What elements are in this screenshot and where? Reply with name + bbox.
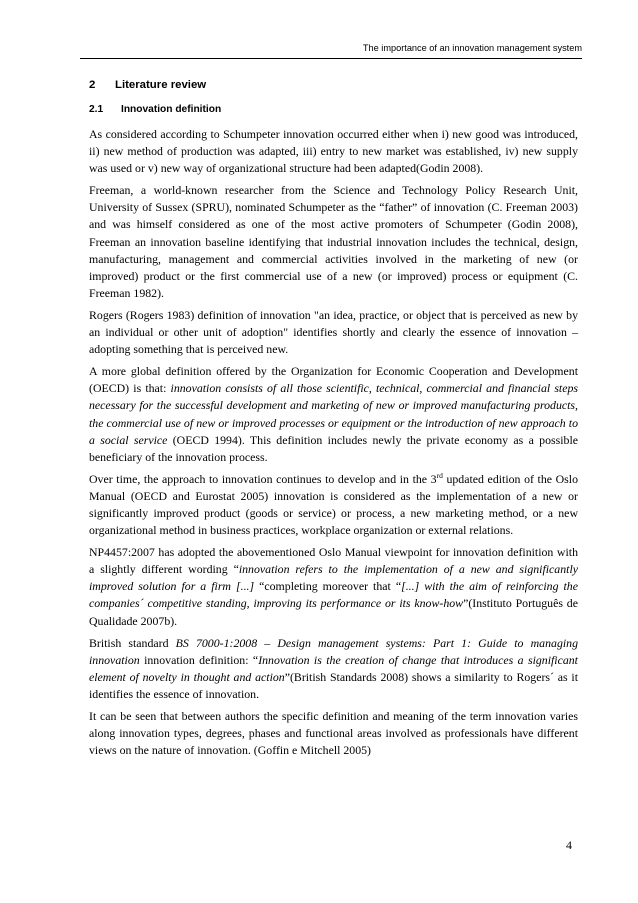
paragraph-7-text-mid: innovation definition: “	[139, 652, 259, 667]
paragraph-7-text: British standard	[89, 635, 176, 650]
section-number: 2	[89, 79, 96, 91]
section-title: Literature review	[115, 79, 207, 91]
paragraph-6-text-mid: “completing moreover that “	[254, 579, 402, 594]
subsection-title: Innovation definition	[121, 104, 222, 115]
paragraph-8: It can be seen that between authors the specific definition and meaning of the term innovation varies along innovation types, degrees, phases and functional areas involved as professionals have different views on the nature of innovation. (Goffin e Mitchell 2005)	[89, 709, 578, 758]
paragraph-7-text-end: ”(British Standards 2008) shows a similarity to Rogers´ as it identifies the essence of innovation.	[89, 669, 578, 701]
paragraph-5-text-end: updated edition of the Oslo Manual (OECD and Eurostat 2005) innovation is considered as the implementation of a new or significantly improved product (goods or service) or process, a new marketing method, or a new organizational method in business practices, workplace organization or external relations.	[89, 471, 579, 538]
paragraph-2: Freeman, a world-known researcher from the Science and Technology Policy Research Unit, University of Sussex (SPRU), nominated Schumpeter as the “father” of innovation (C. Freeman 2003) and was himself considered as one of the most active promoters of Schumpeter (Godin 2008), Freeman an innovation baseline identifying that industrial innovation includes the technical, design, manufacturing, management and commercial activities involved in the marketing of new (or improved) product or the first commercial use of a new (or improved) process or equipment (C. Freeman 1982).	[89, 183, 578, 300]
running-header: The importance of an innovation management system	[362, 43, 582, 53]
paragraph-3: Rogers (Rogers 1983) definition of innovation "an idea, practice, or object that is perceived as new by an individual or other unit of adoption" identifies shortly and clearly the essence of innovation – adopting something that is perceived new.	[89, 307, 578, 357]
page-number: 4	[566, 838, 572, 852]
paragraph-6-text-end: ”(Instituto Português de Qualidade 2007b).	[89, 596, 578, 628]
np4457-quote-2: [...] with the aim of reinforcing the companies´ competitive standing, improving its performance or its know-how	[89, 579, 578, 611]
bs7000-quote: Innovation is the creation of change that introduces a significant element of novelty in thought and action	[89, 652, 578, 684]
subsection-number: 2.1	[89, 104, 104, 115]
bs7000-title: BS 7000-1:2008 – Design management systems: Part 1: Guide to managing innovation	[89, 635, 578, 667]
np4457-quote-1: innovation refers to the implementation of a new and significantly improved solution for a firm [...]	[89, 562, 578, 594]
header-rule	[80, 58, 582, 59]
paragraph-4-text-end: (OECD 1994). This definition includes newly the private economy as a possible beneficiary of the innovation process.	[89, 432, 579, 464]
oecd-definition-quote: innovation consists of all those scientific, technical, commercial and financial steps necessary for the successful development and marketing of new or improved manufacturing products, the commercial use of new or improved processes or equipment or the introduction of new approach to a social service	[89, 381, 579, 447]
paragraph-6	[89, 544, 578, 629]
paragraph-5-text: Over time, the approach to innovation continues to develop and in the 3	[89, 471, 437, 486]
paragraph-4	[89, 363, 578, 466]
section-heading	[89, 79, 206, 91]
ordinal-superscript: rd	[436, 470, 443, 480]
paragraph-4-text: A more global definition offered by the Organization for Economic Cooperation and Development (OECD) is that:	[89, 364, 578, 396]
paragraph-6-text: NP4457:2007 has adopted the abovementioned Oslo Manual viewpoint for innovation definition with a slightly different wording “	[89, 545, 578, 577]
subsection-heading	[89, 104, 221, 115]
paragraph-5	[89, 471, 578, 539]
paragraph-1: As considered according to Schumpeter innovation occurred either when i) new good was introduced, ii) new method of production was adapted, iii) entry to new market was established, iv) new supply was used or v) new way of organizational structure had been adapted(Godin 2008).	[89, 127, 578, 176]
paragraph-7	[89, 635, 578, 703]
body-text	[89, 126, 578, 764]
